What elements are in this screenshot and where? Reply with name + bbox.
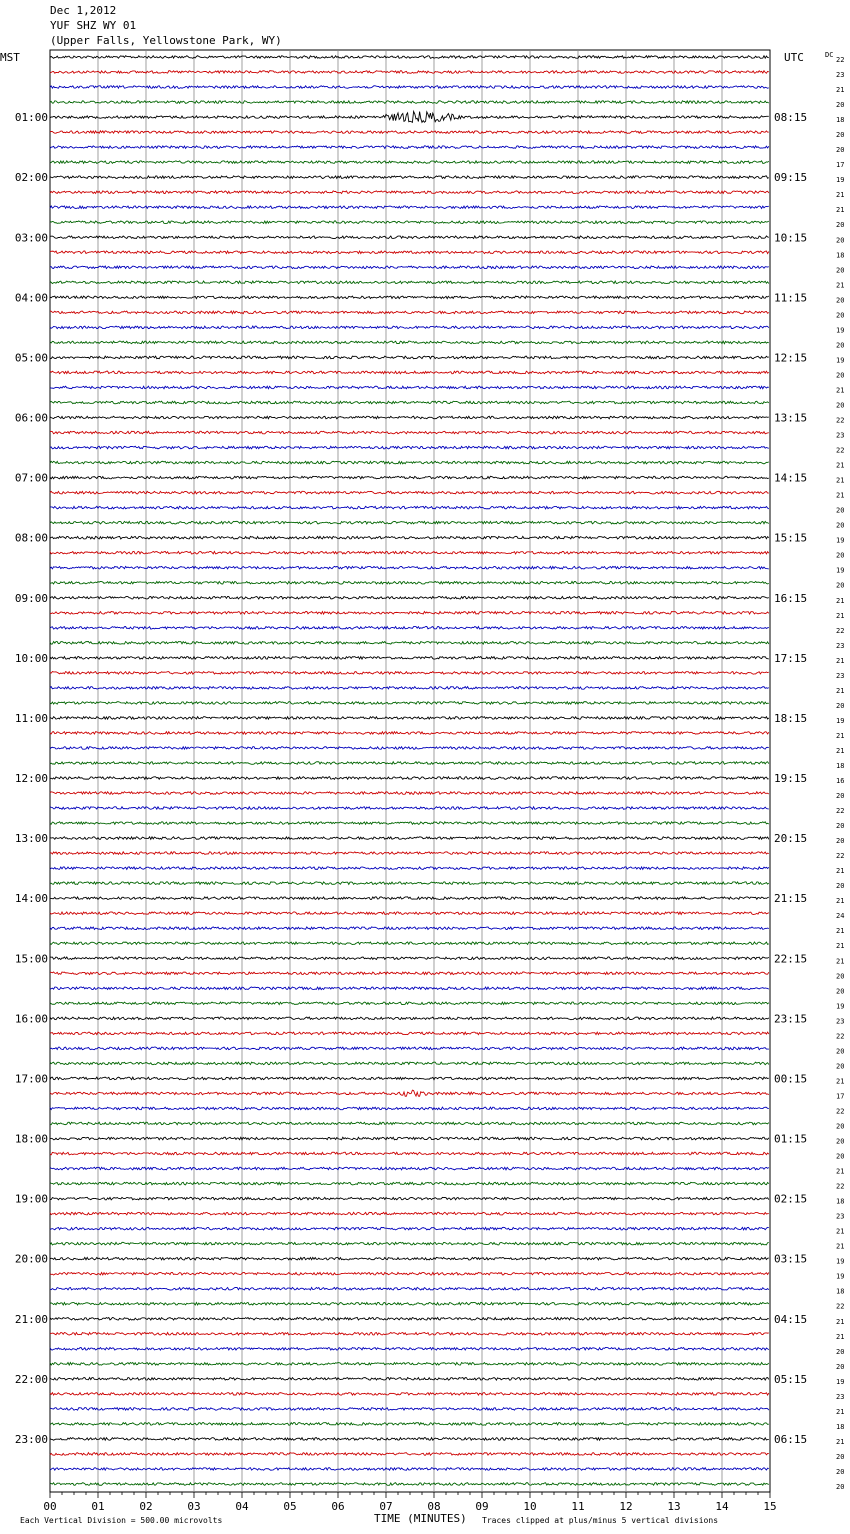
seismic-trace xyxy=(50,401,769,404)
dc-offset-label: 21 xyxy=(836,746,845,755)
utc-hour-label: 06:15 xyxy=(774,1432,808,1446)
mst-hour-label: 23:00 xyxy=(14,1432,48,1446)
utc-hour-label: 19:15 xyxy=(774,772,808,785)
seismic-trace xyxy=(50,101,769,104)
seismic-trace xyxy=(50,1212,769,1215)
dc-offset-label: 20 xyxy=(836,1362,845,1371)
dc-offset-label: 19 xyxy=(836,716,845,725)
dc-offset-label: 17 xyxy=(836,1092,845,1101)
dc-offset-label: 20 xyxy=(836,296,845,305)
x-tick-label: 02 xyxy=(139,1500,153,1513)
dc-offset-label: 21 xyxy=(836,1407,845,1416)
seismic-trace xyxy=(50,206,769,209)
mst-hour-label: 06:00 xyxy=(14,411,48,425)
seismic-trace xyxy=(50,1032,769,1035)
seismic-trace xyxy=(50,777,769,780)
seismic-trace xyxy=(50,266,769,269)
dc-offset-label: 19 xyxy=(836,1002,845,1011)
seismic-trace xyxy=(50,491,769,494)
seismic-trace xyxy=(50,1047,769,1050)
seismic-trace xyxy=(50,626,769,629)
x-tick-label: 04 xyxy=(235,1500,249,1513)
dc-offset-label: 21 xyxy=(836,867,845,876)
dc-offset-label: 20 xyxy=(836,506,845,515)
seismic-trace xyxy=(50,672,769,675)
seismic-trace xyxy=(50,1272,769,1275)
dc-offset-label: 17 xyxy=(836,161,845,170)
utc-hour-label: 20:15 xyxy=(774,832,808,846)
mst-hour-label: 11:00 xyxy=(14,711,48,725)
dc-offset-label: 22 xyxy=(836,1302,845,1311)
dc-offset-label: 20 xyxy=(836,987,845,996)
mst-hour-label: 03:00 xyxy=(14,231,48,245)
seismic-trace xyxy=(50,551,769,554)
dc-offset-label: 21 xyxy=(836,1167,845,1176)
dc-offset-label: 18 xyxy=(836,761,845,770)
seismic-trace xyxy=(50,762,769,765)
utc-hour-label: 22:15 xyxy=(774,952,808,966)
plot-frame xyxy=(50,50,770,1492)
dc-offset-label: 20 xyxy=(836,837,845,846)
dc-offset-label: 18 xyxy=(836,116,845,125)
seismic-trace xyxy=(50,461,769,464)
dc-offset-label: 21 xyxy=(836,611,845,620)
seismic-trace xyxy=(50,1107,769,1110)
dc-offset-label: 20 xyxy=(836,521,845,530)
x-tick-label: 01 xyxy=(91,1500,105,1513)
seismic-trace xyxy=(50,942,769,945)
dc-offset-label: 21 xyxy=(836,1332,845,1341)
x-tick-label: 15 xyxy=(763,1500,777,1513)
seismic-trace xyxy=(50,792,769,795)
x-tick-label: 11 xyxy=(571,1500,585,1513)
dc-offset-label: 20 xyxy=(836,822,845,831)
utc-hour-label: 05:15 xyxy=(774,1372,808,1386)
mst-hour-label: 10:00 xyxy=(14,651,48,665)
seismic-trace xyxy=(50,867,769,870)
utc-hour-label: 14:15 xyxy=(774,471,808,485)
dc-offset-label: 21 xyxy=(836,927,845,936)
utc-hour-label: 18:15 xyxy=(774,711,808,725)
seismic-trace xyxy=(50,852,769,855)
seismic-trace xyxy=(50,972,769,975)
dc-offset-label: 19 xyxy=(836,356,845,365)
utc-hour-label: 08:15 xyxy=(774,111,808,125)
seismic-trace xyxy=(50,371,769,374)
seismic-trace xyxy=(50,747,769,750)
dc-offset-label: 22 xyxy=(836,416,845,425)
x-tick-label: 07 xyxy=(379,1500,393,1513)
seismic-trace xyxy=(50,446,769,449)
seismic-trace xyxy=(50,71,769,74)
mst-hour-label: 12:00 xyxy=(14,772,48,785)
seismic-trace xyxy=(50,581,769,584)
dc-offset-label: 19 xyxy=(836,566,845,575)
utc-hour-label: 00:15 xyxy=(774,1072,808,1086)
utc-hour-label: 03:15 xyxy=(774,1252,808,1266)
dc-offset-label: 20 xyxy=(836,882,845,891)
seismic-trace xyxy=(50,912,769,915)
dc-offset-label: 18 xyxy=(836,251,845,260)
utc-hour-label: 21:15 xyxy=(774,892,808,906)
dc-offset-label: 21 xyxy=(836,957,845,966)
clip-note: Traces clipped at plus/minus 5 vertical divisions xyxy=(482,1516,719,1525)
dc-offset-label: 21 xyxy=(836,206,845,215)
dc-offset-label: 19 xyxy=(836,1257,845,1266)
seismic-trace xyxy=(50,1302,769,1305)
dc-offset-label: 23 xyxy=(836,71,845,80)
seismic-trace xyxy=(50,717,769,720)
seismic-trace xyxy=(50,596,769,599)
dc-offset-label: 18 xyxy=(836,1287,845,1296)
seismic-trace xyxy=(50,566,769,569)
seismic-trace xyxy=(50,1227,769,1230)
dc-offset-label: 21 xyxy=(836,942,845,951)
seismic-trace xyxy=(50,1002,769,1005)
seismic-trace xyxy=(50,506,769,509)
seismic-trace xyxy=(50,251,769,254)
seismic-trace xyxy=(50,642,769,645)
dc-offset-label: 22 xyxy=(836,852,845,861)
seismic-trace xyxy=(50,1077,769,1080)
x-tick-label: 10 xyxy=(523,1500,537,1513)
mst-hour-label: 20:00 xyxy=(14,1252,48,1266)
dc-offset-label: 21 xyxy=(836,1077,845,1086)
dc-offset-label: 19 xyxy=(836,176,845,185)
dc-offset-label: 20 xyxy=(836,101,845,110)
seismic-trace xyxy=(50,702,769,705)
seismic-trace xyxy=(50,1257,769,1260)
scale-note: Each Vertical Division = 500.00 microvolts xyxy=(20,1516,223,1525)
dc-offset-label: 16 xyxy=(836,777,845,785)
seismic-trace xyxy=(50,1332,769,1335)
dc-offset-label: 20 xyxy=(836,146,845,155)
dc-offset-label: 19 xyxy=(836,1377,845,1386)
dc-offset-label: 20 xyxy=(836,1482,845,1491)
seismic-trace xyxy=(50,1287,769,1290)
seismic-trace xyxy=(50,1122,769,1125)
dc-offset-label: 18 xyxy=(836,1422,845,1431)
mst-hour-label: 18:00 xyxy=(14,1132,48,1146)
seismic-trace xyxy=(50,611,769,614)
seismic-trace xyxy=(50,281,769,284)
seismic-trace xyxy=(50,822,769,825)
utc-hour-label: 23:15 xyxy=(774,1012,808,1026)
dc-offset-label: 21 xyxy=(836,86,845,95)
seismic-trace xyxy=(50,1317,769,1320)
dc-offset-label: 21 xyxy=(836,1317,845,1326)
seismic-trace xyxy=(50,311,769,314)
seismic-trace xyxy=(50,957,769,960)
mst-axis-label: MST xyxy=(0,51,20,64)
utc-hour-label: 01:15 xyxy=(774,1132,808,1146)
dc-offset-label: 23 xyxy=(836,431,845,440)
seismic-trace xyxy=(50,521,769,524)
dc-offset-label: 19 xyxy=(836,536,845,545)
seismic-trace xyxy=(50,326,769,329)
seismic-trace xyxy=(50,161,769,164)
seismic-trace xyxy=(50,1152,769,1155)
utc-hour-label: 02:15 xyxy=(774,1192,808,1206)
x-tick-label: 06 xyxy=(331,1500,345,1513)
seismic-trace xyxy=(50,1090,769,1096)
seismic-trace xyxy=(50,1062,769,1065)
dc-offset-label: 20 xyxy=(836,371,845,380)
dc-offset-label: 21 xyxy=(836,461,845,470)
seismic-trace xyxy=(50,1468,769,1471)
x-axis-title: TIME (MINUTES) xyxy=(374,1512,467,1525)
utc-hour-label: 10:15 xyxy=(774,231,808,245)
dc-offset-label: 20 xyxy=(836,1122,845,1131)
dc-offset-label: 21 xyxy=(836,686,845,695)
utc-hour-label: 11:15 xyxy=(774,291,808,305)
dc-offset-label: 22 xyxy=(836,56,845,64)
dc-offset-label: 23 xyxy=(836,1212,845,1221)
seismic-trace xyxy=(50,86,769,89)
mst-hour-label: 22:00 xyxy=(14,1372,48,1386)
dc-offset-label: 21 xyxy=(836,1227,845,1236)
dc-offset-label: 20 xyxy=(836,1347,845,1356)
seismic-trace xyxy=(50,536,769,539)
dc-offset-label: 23 xyxy=(836,671,845,680)
seismic-trace xyxy=(50,431,769,434)
seismic-trace xyxy=(50,882,769,885)
dc-axis-label: DC xyxy=(825,51,834,59)
seismic-trace xyxy=(50,56,769,59)
utc-hour-label: 16:15 xyxy=(774,591,808,605)
mst-hour-label: 02:00 xyxy=(14,171,48,185)
dc-offset-label: 19 xyxy=(836,326,845,335)
dc-offset-label: 20 xyxy=(836,131,845,140)
seismic-trace xyxy=(50,987,769,990)
seismic-trace xyxy=(50,191,769,194)
dc-offset-label: 21 xyxy=(836,1437,845,1446)
dc-offset-label: 20 xyxy=(836,1137,845,1146)
seismic-trace xyxy=(50,1453,769,1456)
seismic-trace xyxy=(50,1242,769,1245)
seismic-trace xyxy=(50,1137,769,1140)
seismic-trace xyxy=(50,1423,769,1426)
utc-hour-label: 15:15 xyxy=(774,531,808,545)
utc-hour-label: 09:15 xyxy=(774,171,808,185)
seismic-trace xyxy=(50,146,769,149)
dc-offset-label: 20 xyxy=(836,1452,845,1461)
dc-offset-label: 19 xyxy=(836,1272,845,1281)
seismic-trace xyxy=(50,1393,769,1396)
dc-offset-label: 21 xyxy=(836,731,845,740)
dc-offset-label: 21 xyxy=(836,386,845,395)
seismic-trace xyxy=(50,1167,769,1170)
station-code: YUF SHZ WY 01 xyxy=(50,19,137,32)
station-location: (Upper Falls, Yellowstone Park, WY) xyxy=(50,34,282,47)
seismic-trace xyxy=(50,111,769,122)
dc-offset-label: 22 xyxy=(836,1032,845,1041)
record-date: Dec 1,2012 xyxy=(50,4,117,17)
seismic-trace xyxy=(50,1408,769,1411)
dc-offset-label: 20 xyxy=(836,221,845,230)
seismic-trace xyxy=(50,807,769,810)
seismic-trace xyxy=(50,1347,769,1350)
dc-offset-label: 18 xyxy=(836,1197,845,1206)
x-tick-label: 13 xyxy=(667,1500,681,1513)
dc-offset-label: 20 xyxy=(836,236,845,245)
dc-offset-label: 20 xyxy=(836,266,845,275)
dc-offset-label: 20 xyxy=(836,792,845,801)
dc-offset-label: 22 xyxy=(836,807,845,816)
x-tick-label: 05 xyxy=(283,1500,297,1513)
seismic-trace xyxy=(50,732,769,735)
x-tick-label: 14 xyxy=(715,1500,729,1513)
x-tick-label: 09 xyxy=(475,1500,489,1513)
mst-hour-label: 16:00 xyxy=(14,1012,48,1026)
dc-offset-label: 20 xyxy=(836,701,845,710)
seismic-trace xyxy=(50,657,769,660)
mst-hour-label: 19:00 xyxy=(14,1192,48,1206)
dc-offset-label: 20 xyxy=(836,1467,845,1476)
dc-offset-label: 21 xyxy=(836,656,845,665)
dc-offset-label: 21 xyxy=(836,491,845,500)
dc-offset-label: 22 xyxy=(836,626,845,635)
seismic-trace xyxy=(50,131,769,134)
seismic-trace xyxy=(50,236,769,239)
seismic-trace xyxy=(50,687,769,690)
utc-hour-label: 04:15 xyxy=(774,1312,808,1326)
dc-offset-label: 23 xyxy=(836,641,845,650)
seismic-trace xyxy=(50,1438,769,1441)
dc-offset-label: 20 xyxy=(836,581,845,590)
mst-hour-label: 05:00 xyxy=(14,351,48,365)
seismic-trace xyxy=(50,837,769,840)
utc-axis-label: UTC xyxy=(784,51,804,64)
dc-offset-label: 21 xyxy=(836,191,845,200)
dc-offset-label: 20 xyxy=(836,341,845,350)
dc-offset-label: 21 xyxy=(836,281,845,290)
dc-offset-label: 22 xyxy=(836,1107,845,1116)
dc-offset-label: 20 xyxy=(836,1062,845,1071)
seismic-trace xyxy=(50,356,769,359)
seismic-trace xyxy=(50,476,769,479)
seismic-trace xyxy=(50,221,769,224)
seismic-trace xyxy=(50,897,769,900)
seismic-trace xyxy=(50,1363,769,1366)
dc-offset-label: 22 xyxy=(836,446,845,455)
dc-offset-label: 23 xyxy=(836,1392,845,1401)
x-tick-label: 03 xyxy=(187,1500,201,1513)
utc-hour-label: 12:15 xyxy=(774,351,808,365)
seismic-trace xyxy=(50,386,769,389)
mst-hour-label: 08:00 xyxy=(14,531,48,545)
dc-offset-label: 23 xyxy=(836,1017,845,1026)
dc-offset-label: 24 xyxy=(836,912,845,921)
mst-hour-label: 01:00 xyxy=(14,111,48,125)
x-tick-label: 08 xyxy=(427,1500,441,1513)
seismic-trace xyxy=(50,1197,769,1200)
dc-offset-label: 20 xyxy=(836,972,845,981)
seismic-trace xyxy=(50,927,769,930)
mst-hour-label: 21:00 xyxy=(14,1312,48,1326)
dc-offset-label: 21 xyxy=(836,897,845,906)
seismic-trace xyxy=(50,1182,769,1185)
seismic-trace xyxy=(50,341,769,344)
seismic-trace xyxy=(50,1017,769,1020)
dc-offset-label: 20 xyxy=(836,311,845,320)
mst-hour-label: 07:00 xyxy=(14,471,48,485)
dc-offset-label: 20 xyxy=(836,551,845,560)
seismic-trace xyxy=(50,1483,769,1486)
utc-hour-label: 13:15 xyxy=(774,411,808,425)
mst-hour-label: 04:00 xyxy=(14,291,48,305)
mst-hour-label: 17:00 xyxy=(14,1072,48,1086)
x-tick-label: 00 xyxy=(43,1500,57,1513)
mst-hour-label: 15:00 xyxy=(14,952,48,966)
seismic-trace xyxy=(50,176,769,179)
dc-offset-label: 21 xyxy=(836,476,845,485)
seismic-trace xyxy=(50,296,769,299)
seismic-trace xyxy=(50,416,769,419)
dc-offset-label: 20 xyxy=(836,1047,845,1056)
dc-offset-label: 20 xyxy=(836,401,845,410)
x-tick-label: 12 xyxy=(619,1500,633,1513)
dc-offset-label: 21 xyxy=(836,596,845,605)
dc-offset-label: 22 xyxy=(836,1182,845,1191)
dc-offset-label: 21 xyxy=(836,1242,845,1251)
dc-offset-label: 20 xyxy=(836,1152,845,1161)
mst-hour-label: 13:00 xyxy=(14,832,48,846)
seismic-trace xyxy=(50,1378,769,1381)
utc-hour-label: 17:15 xyxy=(774,651,808,665)
mst-hour-label: 14:00 xyxy=(14,892,48,906)
mst-hour-label: 09:00 xyxy=(14,591,48,605)
